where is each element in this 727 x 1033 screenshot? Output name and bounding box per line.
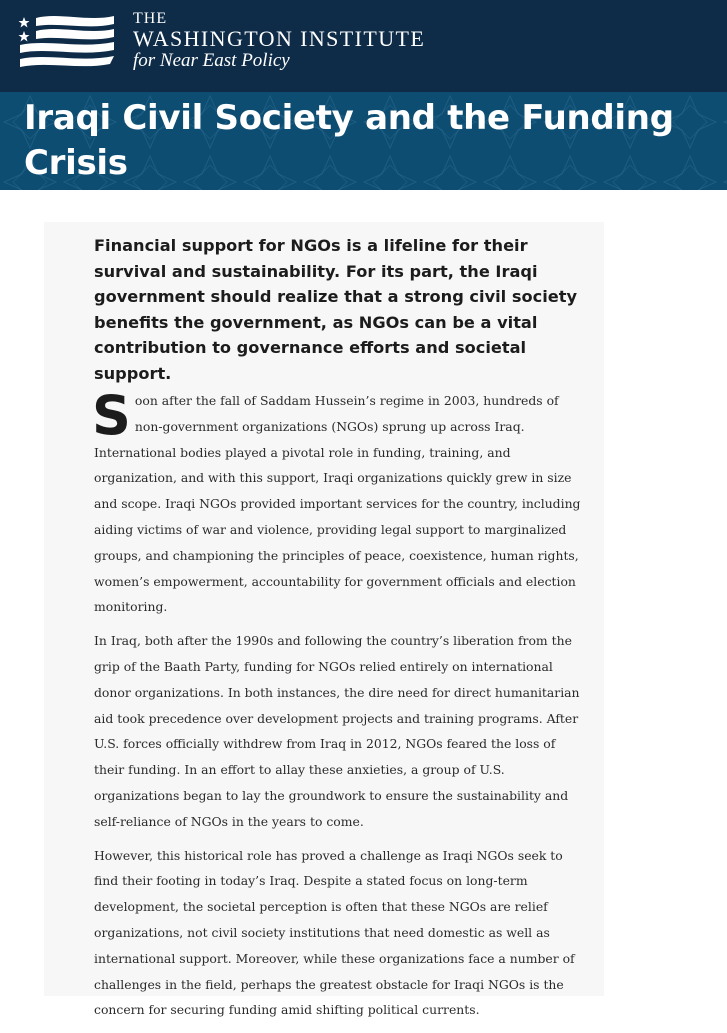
article-paragraph-2: In Iraq, both after the 1990s and following the country’s liberation from the grip of the Baath Party, funding for NGOs relied entirely on international donor organizations. In both instances, the dire need for direct humanitarian aid took precedence over development projects and training programs. After U.S. forces officially withdrew from Iraq in 2012, NGOs feared the loss of their funding. In an effort to allay these anxieties, a group of U.S. organizations began to lay the groundwork to ensure the sustainability and self-reliance of NGOs in the years to come. xyxy=(94,633,580,829)
article-lede: Financial support for NGOs is a lifeline for their survival and sustainability. For its part, the Iraqi government should realize that a strong civil society benefits the government, as NGOs can be a vital contribution to governance efforts and societal support. xyxy=(94,236,578,383)
article-paragraph-1 xyxy=(92,384,586,620)
drop-cap: S xyxy=(92,384,131,447)
org-name-subtitle: for Near East Policy xyxy=(133,50,290,71)
article-body xyxy=(92,384,586,1031)
paragraph-1-text: oon after the fall of Saddam Hussein’s regime in 2003, hundreds of non-government organizations (NGOs) sprung up across Iraq. International bodies played a pivotal role in funding, training, and organization, and with this support, Iraqi organizations quickly grew in size and scope. Iraqi NGOs provided important services for the country, including aiding victims of war and violence, providing legal support to marginalized groups, and championing the principles of peace, coexistence, human rights, women’s empowerment, accountability for government officials and election monitoring. xyxy=(94,393,581,615)
article-card xyxy=(44,222,604,1018)
organization-name[interactable] xyxy=(133,10,425,72)
article-paragraph-3: However, this historical role has proved a challenge as Iraqi NGOs seek to find their footing in today’s Iraq. Despite a stated focus on long-term development, the societal perception is often that these NGOs are relief organizations, not civil society institutions that need domestic as well as international support. Moreover, while these organizations face a number of challenges in the field, perhaps the greatest obstacle for Iraqi NGOs is the concern for securing funding amid shifting political currents. xyxy=(94,847,575,1018)
site-header xyxy=(0,0,727,92)
title-banner xyxy=(0,92,727,190)
org-name-main: WASHINGTON INSTITUTE xyxy=(133,26,426,51)
stars-and-stripes-logo-icon[interactable] xyxy=(18,14,114,72)
page-title: Iraqi Civil Society and the Funding Crisis xyxy=(24,98,674,183)
org-name-the: THE xyxy=(133,10,168,27)
